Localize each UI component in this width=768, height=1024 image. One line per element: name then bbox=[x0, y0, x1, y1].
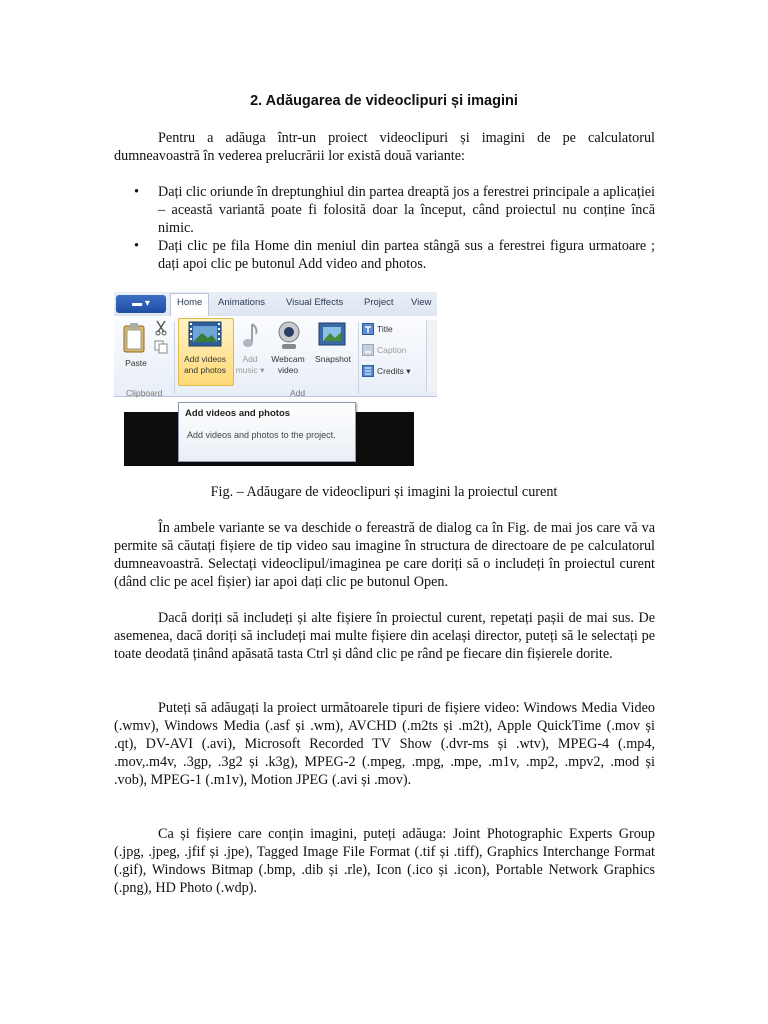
bullet-icon: • bbox=[134, 238, 139, 254]
webcam-video-button[interactable]: Webcam video bbox=[271, 354, 305, 375]
group-divider bbox=[174, 322, 175, 394]
cut-icon[interactable] bbox=[154, 320, 168, 336]
snapshot-icon bbox=[318, 320, 346, 350]
intro-paragraph: Pentru a adăuga într-un proiect videoclipuri și imagini de pe calculatorul dumneavoastră în vederea prelucrării lor există două variante: bbox=[114, 130, 655, 164]
figure-caption: Fig. – Adăugare de videoclipuri și imagini la proiectul curent bbox=[210, 484, 558, 500]
bullet-item: • Dați clic oriunde în dreptunghiul din partea dreaptă jos a ferestrei principale a aplicației – această variantă poate fi folosită doar la început, când proiectul nu conține încă nimic. bbox=[134, 184, 655, 236]
title-button[interactable]: Title bbox=[377, 324, 393, 334]
snapshot-button[interactable]: Snapshot bbox=[315, 354, 351, 364]
bullet-item: • Dați clic pe fila Home din meniul din partea stângă sus a ferestrei figura urmatoare ; dați apoi clic pe butonul Add video and photos. bbox=[134, 238, 655, 272]
tab-animations[interactable]: Animations bbox=[218, 297, 265, 308]
add-videos-tooltip bbox=[178, 402, 356, 462]
tab-view[interactable]: View bbox=[411, 297, 432, 308]
caption-button[interactable]: Caption bbox=[377, 345, 407, 355]
app-menu-button[interactable]: ▬ ▾ bbox=[116, 295, 166, 313]
body-paragraph: Ca și fișiere care conțin imagini, puteți adăuga: Joint Photographic Experts Group (.jpg, .jpeg, .jfif și .jpe), Tagged Image File Format (.tif și .tiff), Graphics Interchange Format (.gif), Windows Bitmap (.bmp, .dib și .rle), Icon (.ico și .icon), Portable Network Graphics (.png), HD Photo (.wdp). bbox=[114, 826, 655, 896]
title-icon bbox=[362, 323, 374, 335]
bullet-list bbox=[114, 183, 655, 273]
tooltip-body: Add videos and photos to the project. bbox=[187, 430, 336, 440]
tab-visual-effects[interactable]: Visual Effects bbox=[286, 297, 344, 308]
clipboard-icon bbox=[122, 322, 148, 354]
add-group-label: Add bbox=[290, 388, 306, 398]
tab-project[interactable]: Project bbox=[364, 297, 394, 308]
add-videos-button[interactable]: Add videos and photos bbox=[183, 354, 227, 375]
credits-button[interactable]: Credits ▾ bbox=[377, 366, 411, 376]
paste-button[interactable]: Paste bbox=[125, 358, 147, 368]
caption-icon bbox=[362, 344, 374, 356]
music-note-icon bbox=[240, 322, 260, 350]
webcam-icon bbox=[276, 320, 302, 352]
group-divider bbox=[358, 322, 359, 394]
ribbon-tab-bar bbox=[114, 292, 437, 317]
tooltip-title: Add videos and photos bbox=[185, 408, 291, 419]
ribbon-screenshot bbox=[114, 292, 437, 466]
ribbon-overflow-strip bbox=[426, 320, 437, 392]
credits-icon bbox=[362, 365, 374, 377]
film-photo-icon bbox=[188, 320, 222, 350]
body-paragraph: În ambele variante se va deschide o fereastră de dialog ca în Fig. de mai jos care vă va permite să căutați fișiere de tip video sau imagine în structura de directoare de pe calculatorul dumneavoastră. Selectați videoclipul/imaginea pe care doriți să o includeți în proiectul curent (dând clic pe acel fișier) iar apoi dați clic pe butonul Open. bbox=[114, 520, 655, 590]
section-heading: 2. Adăugarea de videoclipuri și imagini bbox=[250, 93, 518, 109]
body-paragraph: Dacă doriți să includeți și alte fișiere în proiectul curent, repetați pașii de mai sus. De asemenea, dacă doriți să includeți mai multe fișiere din același director, puteți să le selectați pe toate deodată ținând apăsată tasta Ctrl și dând clic pe rând pe fiecare din fișierele dorite. bbox=[114, 610, 655, 662]
tab-home[interactable]: Home bbox=[170, 293, 209, 316]
clipboard-group-label: Clipboard bbox=[126, 388, 163, 398]
copy-icon[interactable] bbox=[154, 340, 168, 354]
bullet-icon: • bbox=[134, 184, 139, 200]
add-music-button[interactable]: Add music ▾ bbox=[235, 354, 265, 375]
body-paragraph: Puteți să adăugați la proiect următoarele tipuri de fișiere video: Windows Media Video (.wmv), Windows Media (.asf și .wm), AVCHD (.m2ts și .m2t), Apple QuickTime (.mov și .qt), DV-AVI (.avi), Microsoft Recorded TV Show (.dvr-ms și .wtv), MPEG-4 (.mp4, .mov,.m4v, .3gp, .3g2 și .k3g), MPEG-2 (.mpeg, .mpg, .mpe, .m1v, .mp2, .mpv2, .mod și .vob), MPEG-1 (.m1v), Motion JPEG (.avi și .mov). bbox=[114, 700, 655, 788]
